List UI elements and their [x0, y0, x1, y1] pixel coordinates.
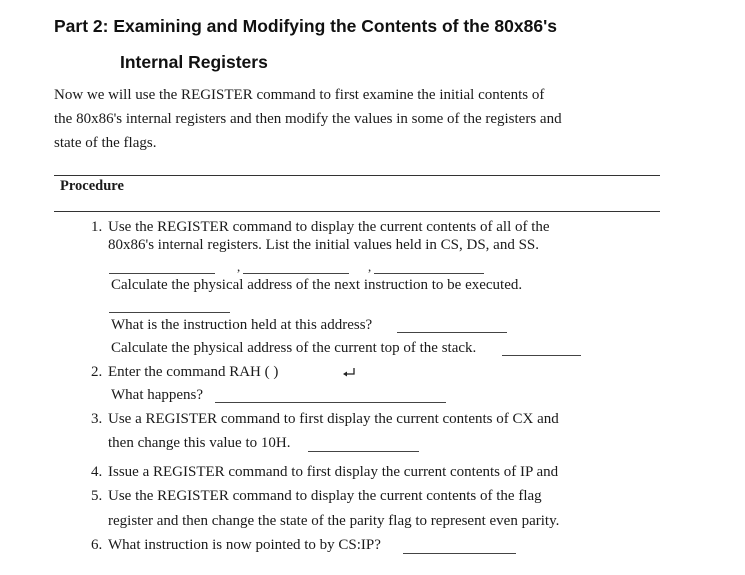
heading-line-1: Part 2: Examining and Modifying the Contents of the 80x86's	[54, 16, 557, 36]
step-3-line-1: Use a REGISTER command to first display the current contents of CX and	[108, 411, 559, 427]
procedure-label: Procedure	[60, 178, 124, 194]
cx-answer-blank[interactable]	[308, 451, 419, 452]
procedure-top-rule	[54, 175, 660, 176]
comma-2: ,	[368, 259, 372, 274]
intro-line-1: Now we will use the REGISTER command to first examine the initial contents of	[54, 87, 545, 103]
stack-top-address-blank[interactable]	[502, 355, 581, 356]
step-1-line-1: Use the REGISTER command to display the current contents of all of the	[108, 219, 550, 235]
step-3-line-2: then change this value to 10H.	[108, 435, 291, 451]
enter-key-icon	[341, 367, 357, 379]
step-5-line-2: register and then change the state of the parity flag to represent even parity.	[108, 513, 560, 529]
step-3-number: 3.	[91, 411, 103, 427]
intro-line-3: state of the flags.	[54, 135, 157, 151]
step-2-line-1: Enter the command RAH ( )	[108, 364, 279, 380]
ds-answer-blank[interactable]	[243, 273, 349, 274]
step-5-number: 5.	[91, 488, 103, 504]
step-1-question: What is the instruction held at this address?	[111, 317, 373, 333]
instruction-answer-blank[interactable]	[397, 332, 507, 333]
procedure-bottom-rule	[54, 211, 660, 212]
comma-1: ,	[237, 259, 241, 274]
step-1-line-2: 80x86's internal registers. List the initial values held in CS, DS, and SS.	[108, 237, 540, 253]
step-4-number: 4.	[91, 464, 103, 480]
cs-ip-instruction-blank[interactable]	[403, 553, 516, 554]
intro-line-2: the 80x86's internal registers and then modify the values in some of the registers and	[54, 111, 562, 127]
step-6-number: 6.	[91, 537, 103, 553]
step-1-calc-next-instruction: Calculate the physical address of the next instruction to be executed.	[111, 277, 523, 293]
step-6-line-1: What instruction is now pointed to by CS:IP?	[108, 537, 381, 553]
ss-answer-blank[interactable]	[374, 273, 484, 274]
step-2-number: 2.	[91, 364, 103, 380]
heading-line-2: Internal Registers	[120, 52, 268, 72]
step-4-line-1: Issue a REGISTER command to first display the current contents of IP and	[108, 464, 559, 480]
step-5-line-1: Use the REGISTER command to display the current contents of the flag	[108, 488, 542, 504]
cs-answer-blank[interactable]	[109, 273, 215, 274]
step-1-calc-stack-top: Calculate the physical address of the current top of the stack.	[111, 340, 477, 356]
next-instruction-address-blank[interactable]	[109, 312, 230, 313]
step-1-number: 1.	[91, 219, 103, 235]
what-happens-blank[interactable]	[215, 402, 446, 403]
step-2-line-2: What happens?	[111, 387, 204, 403]
